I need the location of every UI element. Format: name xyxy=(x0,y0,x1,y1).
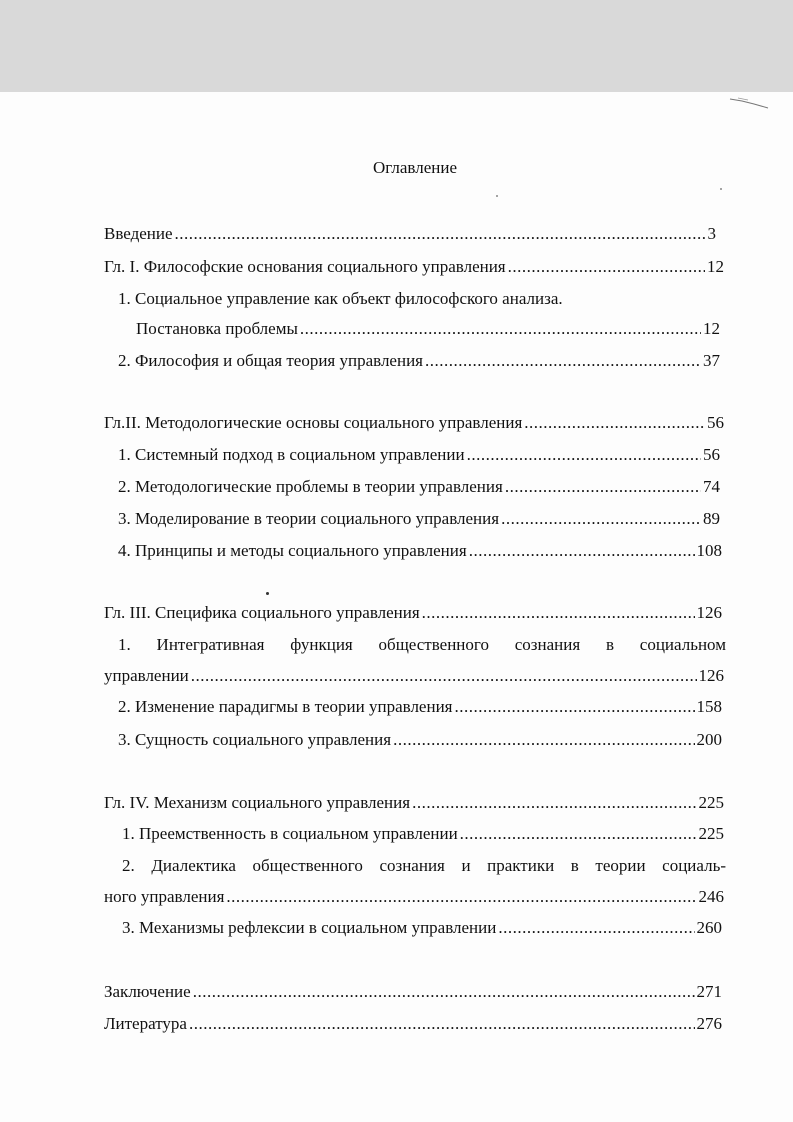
dot-leader xyxy=(505,476,701,498)
toc-page-number: 271 xyxy=(696,982,722,1001)
toc-page-number: 260 xyxy=(696,918,722,937)
toc-entry-text: 2. Диалектика общественного сознания и практики в теории социаль- xyxy=(122,856,726,875)
page-title: Оглавление xyxy=(373,158,457,177)
toc-page-number: 89 xyxy=(703,509,720,528)
dot-leader xyxy=(508,256,705,278)
toc-entry-chapter-3 xyxy=(104,602,722,624)
toc-entry-text: Гл.II. Методологические основы социального управления xyxy=(104,413,523,432)
toc-entry-section-3-3 xyxy=(118,729,722,751)
toc-page-number: 200 xyxy=(696,730,722,749)
toc-entry-section-4-1 xyxy=(122,823,724,845)
toc-entry-text: Литература xyxy=(104,1014,187,1033)
dot-leader xyxy=(498,917,694,939)
toc-entry-text: 1. Системный подход в социальном управлении xyxy=(118,445,465,464)
toc-entry-text: Гл. IV. Механизм социального управления xyxy=(104,793,411,812)
toc-page-number: 56 xyxy=(707,413,724,432)
toc-page-number: 74 xyxy=(703,477,720,496)
toc-entry-chapter-1 xyxy=(104,256,724,278)
dot-leader xyxy=(226,886,696,908)
dot-leader xyxy=(300,318,701,340)
toc-entry-text: Гл. III. Специфика социального управления xyxy=(104,603,420,622)
toc-entry-section-3-2 xyxy=(118,696,722,718)
toc-page-number: 12 xyxy=(703,319,720,338)
toc-entry-chapter-2 xyxy=(104,412,724,434)
toc-entry-text: 1. Преемственность в социальном управлении xyxy=(122,824,458,843)
toc-entry-chapter-4 xyxy=(104,792,724,814)
toc-entry-text: Постановка проблемы xyxy=(136,319,298,338)
toc-entry-section-1-1-line2 xyxy=(136,318,720,340)
toc-entry-text: 2. Философия и общая теория управления xyxy=(118,351,423,370)
toc-entry-section-1-1-line1 xyxy=(118,288,678,310)
toc-page-number: 108 xyxy=(696,541,722,560)
toc-entry-text: 1. Интегративная функция общественного сознания в социальном xyxy=(118,635,726,654)
dot-leader xyxy=(524,412,705,434)
scan-artifact-mark xyxy=(728,96,772,110)
toc-entry-text: управлении xyxy=(104,666,189,685)
toc-entry-section-2-2 xyxy=(118,476,720,498)
toc-entry-text: 2. Изменение парадигмы в теории управления xyxy=(118,697,453,716)
toc-page-number: 126 xyxy=(698,666,724,685)
toc-entry-text: Гл. I. Философские основания социального управления xyxy=(104,257,506,276)
toc-entry-section-3-1-line1 xyxy=(118,634,726,656)
toc-entry-text: Заключение xyxy=(104,982,191,1001)
toc-page-number: 225 xyxy=(698,793,724,812)
dot-leader xyxy=(455,696,695,718)
toc-page-number: 56 xyxy=(703,445,720,464)
toc-page-number: 126 xyxy=(696,603,722,622)
toc-page-number: 246 xyxy=(698,887,724,906)
toc-entry-text: Введение xyxy=(104,224,173,243)
dot-leader xyxy=(422,602,695,624)
toc-entry-section-3-1-line2 xyxy=(104,665,724,687)
toc-entry-text: 4. Принципы и методы социального управления xyxy=(118,541,467,560)
toc-entry-text: 2. Методологические проблемы в теории управления xyxy=(118,477,503,496)
scan-speck xyxy=(266,592,269,595)
toc-page-number: 12 xyxy=(707,257,724,276)
dot-leader xyxy=(189,1013,695,1035)
toc-entry-literature xyxy=(104,1013,722,1035)
toc-entry-text: 3. Сущность социального управления xyxy=(118,730,392,749)
toc-entry-text: 3. Механизмы рефлексии в социальном управлении xyxy=(122,918,497,937)
dot-leader xyxy=(425,350,701,372)
dot-leader xyxy=(467,444,701,466)
toc-entry-text: 1. Социальное управление как объект философского анализа. xyxy=(118,289,563,308)
toc-entry-section-4-2-line2 xyxy=(104,886,724,908)
dot-leader xyxy=(412,792,696,814)
toc-page-number: 3 xyxy=(707,224,716,243)
toc-entry-section-1-2 xyxy=(118,350,720,372)
dot-leader xyxy=(193,981,695,1003)
toc-page-number: 276 xyxy=(696,1014,722,1033)
toc-entry-conclusion xyxy=(104,981,722,1003)
dot-leader xyxy=(191,665,697,687)
toc-page-number: 37 xyxy=(703,351,720,370)
toc-entry-section-4-3 xyxy=(122,917,722,939)
toc-entry-introduction xyxy=(104,223,724,245)
dot-leader xyxy=(501,508,701,530)
toc-entry-text: ного управления xyxy=(104,887,225,906)
toc-entry-section-2-1 xyxy=(118,444,720,466)
scan-background-top xyxy=(0,0,793,92)
scan-speck xyxy=(496,195,498,197)
dot-leader xyxy=(175,223,706,245)
toc-entry-text: 3. Моделирование в теории социального управления xyxy=(118,509,500,528)
dot-leader xyxy=(460,823,697,845)
toc-entry-section-2-3 xyxy=(118,508,720,530)
dot-leader xyxy=(469,540,695,562)
toc-entry-section-4-2-line1 xyxy=(122,855,726,877)
toc-page-number: 158 xyxy=(696,697,722,716)
toc-entry-section-2-4 xyxy=(118,540,722,562)
dot-leader xyxy=(393,729,694,751)
toc-page-number: 225 xyxy=(698,824,724,843)
scan-speck xyxy=(720,188,722,190)
